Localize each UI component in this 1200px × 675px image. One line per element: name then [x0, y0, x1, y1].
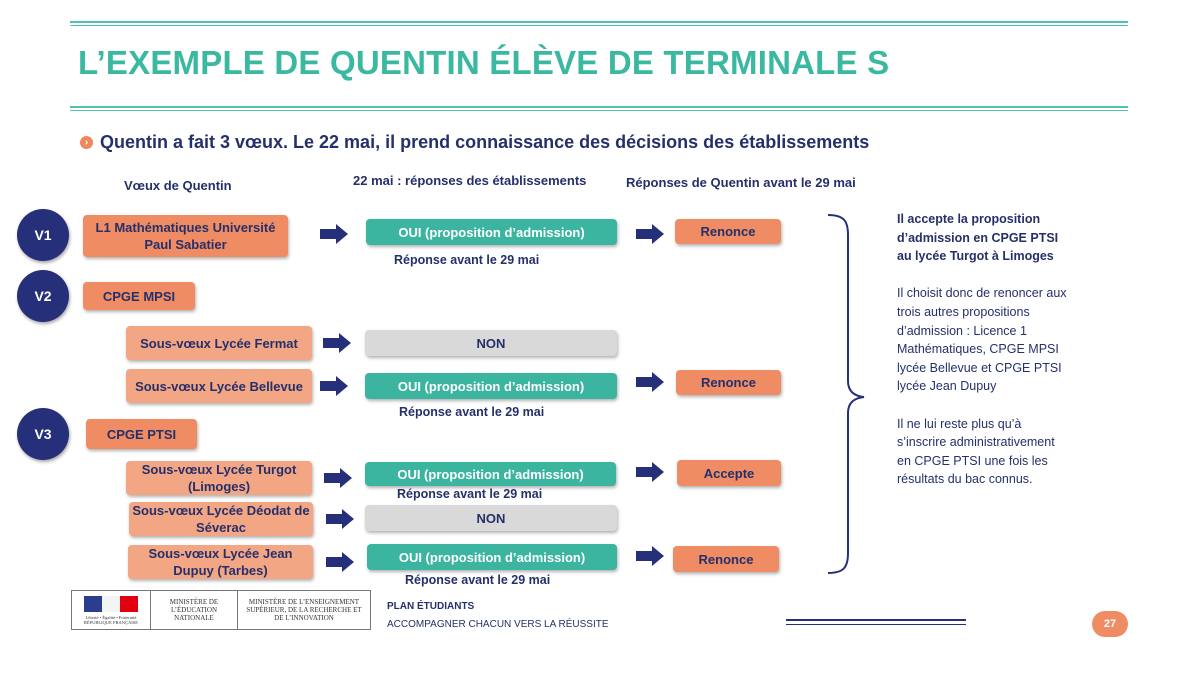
- sub-wish-box-dupuy: Sous-vœux Lycée Jean Dupuy (Tarbes): [128, 545, 313, 579]
- response-box-dupuy: OUI (proposition d’admission): [367, 544, 617, 570]
- summary-renounce: Il choisit donc de renoncer aux trois autres propositions d’admission : Licence 1 Mathématiques, CPGE MPSI lycée Bellevue et CPGE PTSI lycée Jean Dupuy: [897, 286, 1067, 394]
- deadline-note-dupuy: Réponse avant le 29 mai: [405, 573, 551, 587]
- sub-wish-box-fermat: Sous-vœux Lycée Fermat: [126, 326, 312, 360]
- wish-badge-v1: V1: [17, 209, 69, 261]
- response-box-turgot: OUI (proposition d’admission): [365, 462, 616, 486]
- footer-plan: PLAN ÉTUDIANTS: [387, 601, 475, 612]
- footer-tagline: ACCOMPAGNER CHACUN VERS LA RÉUSSITE: [387, 619, 609, 630]
- response-box-fermat: NON: [365, 330, 617, 356]
- ministry-logos: [71, 590, 371, 630]
- deadline-note-v1: Réponse avant le 29 mai: [394, 253, 540, 267]
- deadline-note-turgot: Réponse avant le 29 mai: [397, 487, 543, 501]
- ministere-education-logo: MINISTÈRE DE L’ÉDUCATION NATIONALE: [151, 591, 238, 629]
- column-header-voeux: Vœux de Quentin: [124, 178, 232, 193]
- page-number: 27: [1092, 611, 1128, 637]
- top-rule: [70, 21, 1128, 23]
- footer-rule: [786, 619, 966, 621]
- arrow-right-icon: [636, 372, 664, 392]
- chevron-right-icon: ›: [80, 136, 93, 149]
- right-brace-icon: [826, 213, 866, 575]
- response-box-deodat: NON: [365, 505, 617, 531]
- ministere-enseignement-logo: MINISTÈRE DE L’ENSEIGNEMENT SUPÉRIEUR, DE LA RECHERCHE ET DE L’INNOVATION: [246, 598, 362, 622]
- column-header-quentin: Réponses de Quentin avant le 29 mai: [626, 175, 856, 190]
- arrow-right-icon: [636, 546, 664, 566]
- summary-enroll: Il ne lui reste plus qu’à s’inscrire administrativement en CPGE PTSI une fois les résultats du bac connus.: [897, 416, 1055, 487]
- arrow-right-icon: [323, 333, 351, 353]
- response-box-v1: OUI (proposition d’admission): [366, 219, 617, 245]
- title-underline-thin: [70, 110, 1128, 111]
- title-underline: [70, 106, 1128, 108]
- decision-box-dupuy: Renonce: [673, 546, 779, 572]
- arrow-right-icon: [326, 509, 354, 529]
- sub-wish-box-deodat: Sous-vœux Lycée Déodat de Séverac: [129, 502, 313, 536]
- arrow-right-icon: [636, 224, 664, 244]
- wish-badge-v2: V2: [17, 270, 69, 322]
- arrow-right-icon: [636, 462, 664, 482]
- arrow-right-icon: [320, 224, 348, 244]
- arrow-right-icon: [320, 376, 348, 396]
- subtitle: Quentin a fait 3 vœux. Le 22 mai, il prend connaissance des décisions des établissements: [100, 132, 870, 152]
- deadline-note-bellevue: Réponse avant le 29 mai: [399, 405, 545, 419]
- decision-box-turgot: Accepte: [677, 460, 781, 486]
- page-title: L’EXEMPLE DE QUENTIN ÉLÈVE DE TERMINALE S: [78, 44, 890, 81]
- republique-logo: Liberté • Égalité • Fraternité RÉPUBLIQUE FRANÇAISE: [72, 591, 151, 629]
- response-box-bellevue: OUI (proposition d’admission): [365, 373, 617, 399]
- column-header-reponses: 22 mai : réponses des établissements: [353, 173, 587, 188]
- french-flag-icon: [84, 596, 138, 612]
- summary-panel: [897, 210, 1067, 508]
- sub-wish-box-bellevue: Sous-vœux Lycée Bellevue: [126, 369, 312, 403]
- arrow-right-icon: [324, 468, 352, 488]
- decision-box-bellevue: Renonce: [676, 370, 781, 395]
- wish-box-v2: CPGE MPSI: [83, 282, 195, 310]
- arrow-right-icon: [326, 552, 354, 572]
- wish-box-v1: L1 Mathématiques Université Paul Sabatier: [83, 215, 288, 257]
- decision-box-v1: Renonce: [675, 219, 781, 244]
- sub-wish-box-turgot: Sous-vœux Lycée Turgot (Limoges): [126, 461, 312, 495]
- wish-badge-v3: V3: [17, 408, 69, 460]
- wish-box-v3: CPGE PTSI: [86, 419, 197, 449]
- top-rule-thin: [70, 25, 1128, 26]
- footer-rule-thin: [786, 624, 966, 625]
- summary-accept: Il accepte la proposition d’admission en CPGE PTSI au lycée Turgot à Limoges: [897, 212, 1059, 264]
